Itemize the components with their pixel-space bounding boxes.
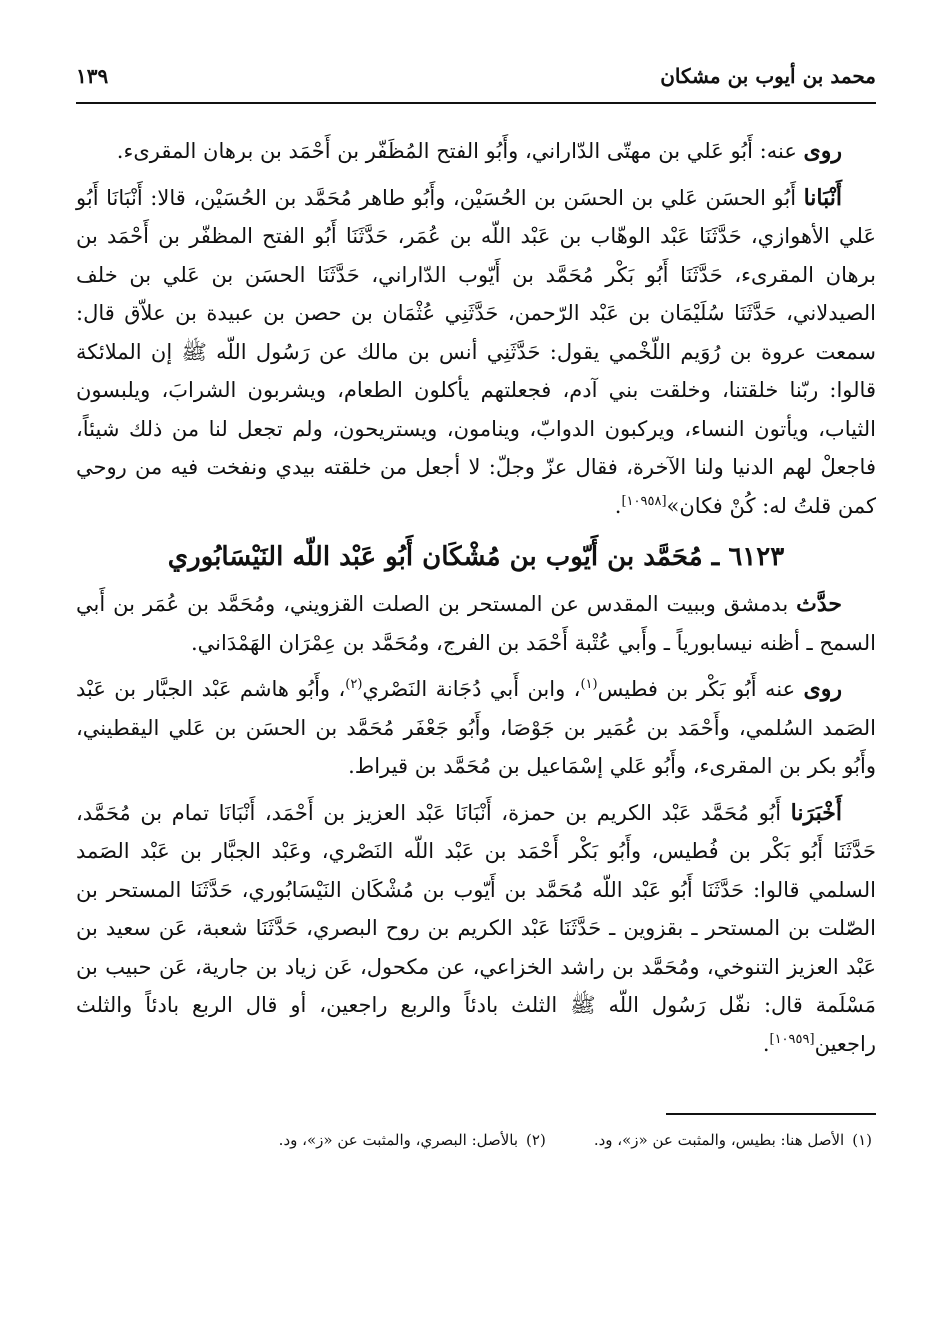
running-header: [76, 56, 876, 104]
footnote-ref-2[interactable]: (٢): [345, 677, 363, 692]
footnote-1: [594, 1129, 872, 1151]
running-title: محمد بن أيوب بن مشكان: [660, 64, 876, 88]
page-number: ١٣٩: [76, 64, 109, 88]
page: [76, 56, 876, 1151]
hadith-ref: [١٠٩٥٨]: [621, 493, 667, 509]
keyword: حدَّث: [796, 591, 842, 617]
paragraph-text: أَبُو الحسَن عَلي بن الحسَن بن الحُسَيْن، وأَبُو طاهر مُحَمَّد بن الحُسَيْن، قالا: أَنْبَانَا أَبُو عَلي الأهوازي، حَدَّثَنَا عَبْد الوهّاب بن عَبْد اللّه بن عُمَر، حَدَّثَنَا أَبُو الفتح المظفّر بن أَحْمَد بن برهان المقرىء، حَدَّثَنَا أَبُو بَكْر مُحَمَّد بن أَيّوب الدّاراني، حَدَّثَنَا الحسَن بن عَلي بن خلف الصيدلاني، حَدَّثَنَا سُلَيْمَان بن عَبْد الرّحمن، حَدَّثَنِي عُثْمَان بن حصن بن عبيدة بن علاّق قال: سمعت عروة بن رُوَيم اللّخْمي يقول: حَدَّثَنِي أنس بن مالك عن رَسُول اللّه ﷺ إن الملائكة قالوا: ربّنا خلقتنا، وخلقت بني آدم، فجعلتهم يأكلون الطعام، ويشربون الشرابَ، ويلبسون الثياب، ويأتون النساء، ويركبون الدوابّ، وينامون، ويستريحون، ولم تجعل لنا من ذلك شيئاً، فاجعلْ لهم الدنيا ولنا الآخرة، فقال عزّ وجلّ: لا أجعل من خلقته بيدي ونفخت فيه من روحي كمن قلتُ له: كُنْ فكان»: [76, 185, 876, 518]
footnote-2: [279, 1129, 546, 1151]
keyword: أَنْبَانا: [803, 184, 842, 211]
keyword: روى: [803, 676, 843, 702]
paragraph-rawa-2: [76, 670, 876, 786]
keyword: أَخْبَرَنا: [790, 799, 842, 826]
paragraph-end: .: [614, 493, 622, 518]
keyword: روى: [803, 138, 842, 164]
footnote-number: (٢): [526, 1131, 546, 1149]
footnote-ref-1[interactable]: (١): [580, 677, 598, 692]
footnote-separator: [666, 1113, 876, 1115]
paragraph-text: ، وابن أَبي دُجَانة النَصْري: [362, 677, 581, 701]
footnote-number: (١): [852, 1131, 872, 1149]
footnotes: [76, 1129, 876, 1151]
paragraph-hadith-2: [76, 794, 876, 1064]
paragraph-text: بدمشق وببيت المقدس عن المستحر بن الصلت القزويني، ومُحَمَّد بن عُمَر بن أَبي السمح ـ أظنه نيسابورياً ـ وأَبي عُتْبة أَحْمَد بن الفرج، ومُحَمَّد بن عِمْرَان الهَمْدَاني.: [76, 592, 876, 655]
paragraph-text: ، وأَبُو هاشم عَبْد الجبَّار بن عَبْد الصَمد السُلمي، وأَحْمَد بن عُمَير بن جَوْصَا، وأَبُو جَعْفَر مُحَمَّد بن الحسَن بن عَلي اليقطيني، وأَبُو بكر بن المقرىء، وأَبُو عَلي إسْمَاعيل بن مُحَمَّد بن قيراط.: [76, 677, 876, 778]
paragraph-text: عنه أَبُو بَكْر بن فطيس: [597, 677, 804, 701]
paragraph-hadith-1: [76, 179, 876, 526]
paragraph-rawa-1: [76, 132, 876, 171]
footnote-text: الأصل هنا: بطيس، والمثبت عن «ز»، ود.: [593, 1131, 845, 1149]
paragraph-end: .: [762, 1031, 770, 1056]
paragraph-text: أَبُو مُحَمَّد عَبْد الكريم بن حمزة، أَنْبَانَا عَبْد العزيز بن أَحْمَد، أَنْبَانَا تمام بن مُحَمَّد، حَدَّثَنَا أَبُو بَكْر بن فُطيس، وأَبُو بَكْر أَحْمَد بن عَبْد اللّه النَصْري، وعَبْد الجبَّار بن عَبْد الصَمد السلمي قالوا: حَدَّثَنَا أَبُو عَبْد اللّه مُحَمَّد بن أَيّوب بن مُشْكَان النَيْسَابُوري، حَدَّثَنَا المستحر بن الصّلت بن المستحر ـ بقزوين ـ حَدَّثَنَا عَبْد الكريم بن روح البصري، حَدَّثَنَا شعبة، عَن سعيد بن عَبْد العزيز التنوخي، ومُحَمَّد بن راشد الخزاعي، عن مكحول، عَن زياد بن جارية، عَن حبيب بن مَسْلَمة قال: نفّل رَسُول اللّه ﷺ الثلث بادئاً والربع راجعين، أو قال الربع بادئاً والثلث راجعين: [76, 800, 876, 1056]
entry-heading: ٦١٢٣ ـ مُحَمَّد بن أَيّوب بن مُشْكَان أَبُو عَبْد اللّه النَيْسَابُوري: [167, 542, 785, 572]
paragraph-text: عنه: أَبُو عَلي بن مهتّى الدّاراني، وأَبُو الفتح المُظَفّر بن أَحْمَد بن برهان المقرىء.: [116, 139, 804, 163]
hadith-ref: [١٠٩٥٩]: [769, 1031, 815, 1047]
paragraph-haddatha: [76, 585, 876, 662]
body-text: [76, 132, 876, 1063]
footnote-text: بالأصل: البصري، والمثبت عن «ز»، ود.: [278, 1131, 519, 1149]
